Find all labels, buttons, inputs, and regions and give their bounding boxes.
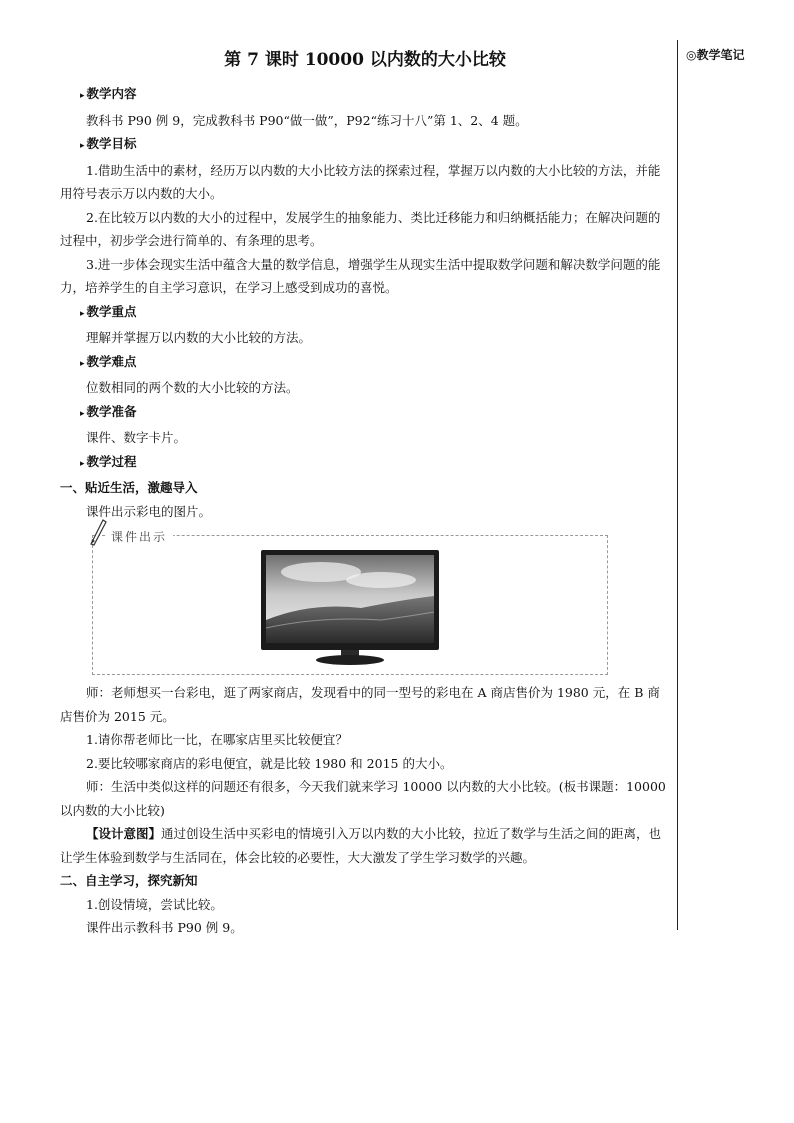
- courseware-box: [92, 530, 608, 675]
- part2-step-2: 课件出示教科书 P90 例 9。: [86, 920, 243, 935]
- part2-heading: 二、自主学习，探究新知: [60, 873, 198, 888]
- television-image: [261, 550, 439, 668]
- goal-3: 3.进一步体会现实生活中蕴含大量的数学信息，增强学生从现实生活中提取数学问题和解决数学问题的能力，培养学生的自主学习意识，在学习上感受到成功的喜悦。: [60, 256, 661, 295]
- preparation-text: 课件、数字卡片。: [86, 430, 187, 445]
- section-heading-content: ▸ 教学内容: [80, 82, 670, 109]
- teacher-line-2: 师：生活中类似这样的问题还有很多，今天我们就来学习 10000 以内数的大小比较。(板书课题：10000 以内数的大小比较): [60, 779, 666, 818]
- section-heading-process: ▸ 教学过程: [80, 450, 670, 477]
- teacher-line-1: 师：老师想买一台彩电，逛了两家商店，发现看中的同一型号的彩电在 A 商店售价为 1980 元，在 B 商店售价为 2015 元。: [60, 685, 660, 724]
- design-intent-tag: 【设计意图】: [86, 826, 162, 841]
- lesson-content: [60, 48, 670, 940]
- teaching-notes-label: ◎教学笔记: [686, 48, 745, 62]
- question-1: 1.请你帮老师比一比，在哪家店里买比较便宜？: [86, 732, 348, 747]
- margin-divider: [677, 40, 678, 930]
- part1-heading: 一、贴近生活，激趣导入: [60, 480, 198, 495]
- part2-step-1: 1.创设情境，尝试比较。: [86, 896, 223, 912]
- pen-icon: [87, 516, 109, 546]
- key-text: 理解并掌握万以内数的大小比较的方法。: [86, 330, 312, 345]
- design-intent: [60, 822, 670, 869]
- content-text: 教科书 P90 例 9，完成教科书 P90“做一做”，P92“练习十八”第 1、2、4 题。: [86, 112, 528, 128]
- difficulty-text: 位数相同的两个数的大小比较的方法。: [86, 380, 299, 395]
- goal-1: 1.借助生活中的素材，经历万以内数的大小比较方法的探索过程，掌握万以内数的大小比较的方法，并能用符号表示万以内数的大小。: [60, 162, 661, 201]
- section-heading-key: ▸ 教学重点: [80, 300, 670, 327]
- design-intent-text: 通过创设生活中买彩电的情境引入万以内数的大小比较，拉近了数学与生活之间的距离，也让学生体验到数学与生活同在，体会比较的必要性，大大激发了学生学习数学的兴趣。: [60, 826, 662, 865]
- goal-2: 2.在比较万以内数的大小的过程中，发展学生的抽象能力、类比迁移能力和归纳概括能力；在解决问题的过程中，初步学会进行简单的、有条理的思考。: [60, 209, 661, 248]
- part1-intro: 课件出示彩电的图片。: [86, 503, 212, 519]
- section-heading-goals: ▸ 教学目标: [80, 132, 670, 159]
- section-heading-preparation: ▸ 教学准备: [80, 400, 670, 427]
- question-2: 2.要比较哪家商店的彩电便宜，就是比较 1980 和 2015 的大小。: [86, 755, 453, 771]
- page-title: 第 7 课时 10000 以内数的大小比较: [224, 50, 506, 70]
- courseware-label: 课件出示: [107, 526, 173, 550]
- section-heading-difficulty: ▸ 教学难点: [80, 350, 670, 377]
